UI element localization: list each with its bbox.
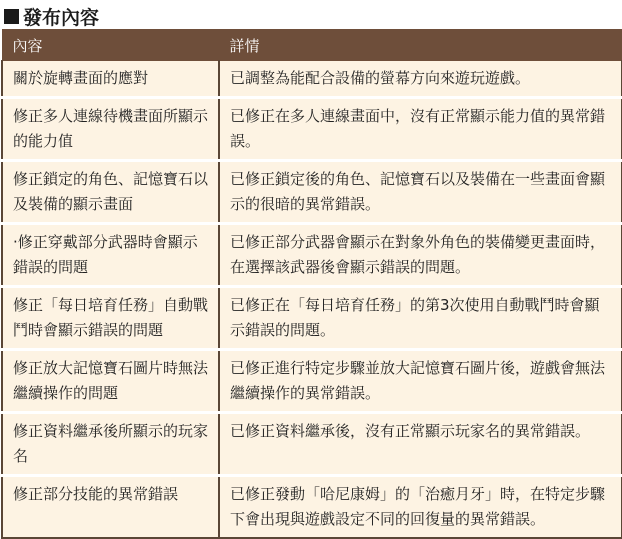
page-title <box>4 3 99 30</box>
row-detail: 已修正在多人連線畫面中，沒有正常顯示能力值的異常錯誤。 <box>219 98 622 161</box>
row-content: 修正「每日培育任務」自動戰鬥時會顯示錯誤的問題 <box>2 287 219 350</box>
header-detail: 詳情 <box>219 30 622 61</box>
row-content: 修正多人連線待機畫面所顯示的能力值 <box>2 98 219 161</box>
row-content: 關於旋轉畫面的應對 <box>2 61 219 98</box>
table-row <box>2 98 622 161</box>
row-detail: 已修正鎖定後的角色、記憶寶石以及裝備在一些畫面會顯示的很暗的異常錯誤。 <box>219 161 622 224</box>
row-detail: 已修正部分武器會顯示在對象外角色的裝備變更畫面時，在選擇該武器後會顯示錯誤的問題。 <box>219 224 622 287</box>
row-detail: 已修正發動「哈尼康姆」的「治癒月牙」時，在特定步驟下會出現與遊戲設定不同的回復量的異常錯誤。 <box>219 476 622 539</box>
table-row <box>2 350 622 413</box>
table-row <box>2 287 622 350</box>
table-row <box>2 161 622 224</box>
table-row <box>2 413 622 476</box>
row-detail: 已修正在「每日培育任務」的第3次使用自動戰鬥時會顯示錯誤的問題。 <box>219 287 622 350</box>
release-notes-table <box>1 29 622 539</box>
row-content: 修正資料繼承後所顯示的玩家名 <box>2 413 219 476</box>
table-row <box>2 476 622 539</box>
header-content: 內容 <box>2 30 219 61</box>
table-header-row <box>2 30 622 61</box>
row-content: 修正部分技能的異常錯誤 <box>2 476 219 539</box>
row-detail: 已修正進行特定步驟並放大記憶寶石圖片後，遊戲會無法繼續操作的異常錯誤。 <box>219 350 622 413</box>
square-bullet-icon <box>4 9 19 24</box>
row-detail: 已調整為能配合設備的螢幕方向來遊玩遊戲。 <box>219 61 622 98</box>
page-title-text: 發布內容 <box>23 7 100 29</box>
table-row <box>2 224 622 287</box>
table-row <box>2 61 622 98</box>
row-content: 修正放大記憶寶石圖片時無法繼續操作的問題 <box>2 350 219 413</box>
row-content: ·修正穿戴部分武器時會顯示錯誤的問題 <box>2 224 219 287</box>
row-content: 修正鎖定的角色、記憶寶石以及裝備的顯示畫面 <box>2 161 219 224</box>
row-detail: 已修正資料繼承後，沒有正常顯示玩家名的異常錯誤。 <box>219 413 622 476</box>
